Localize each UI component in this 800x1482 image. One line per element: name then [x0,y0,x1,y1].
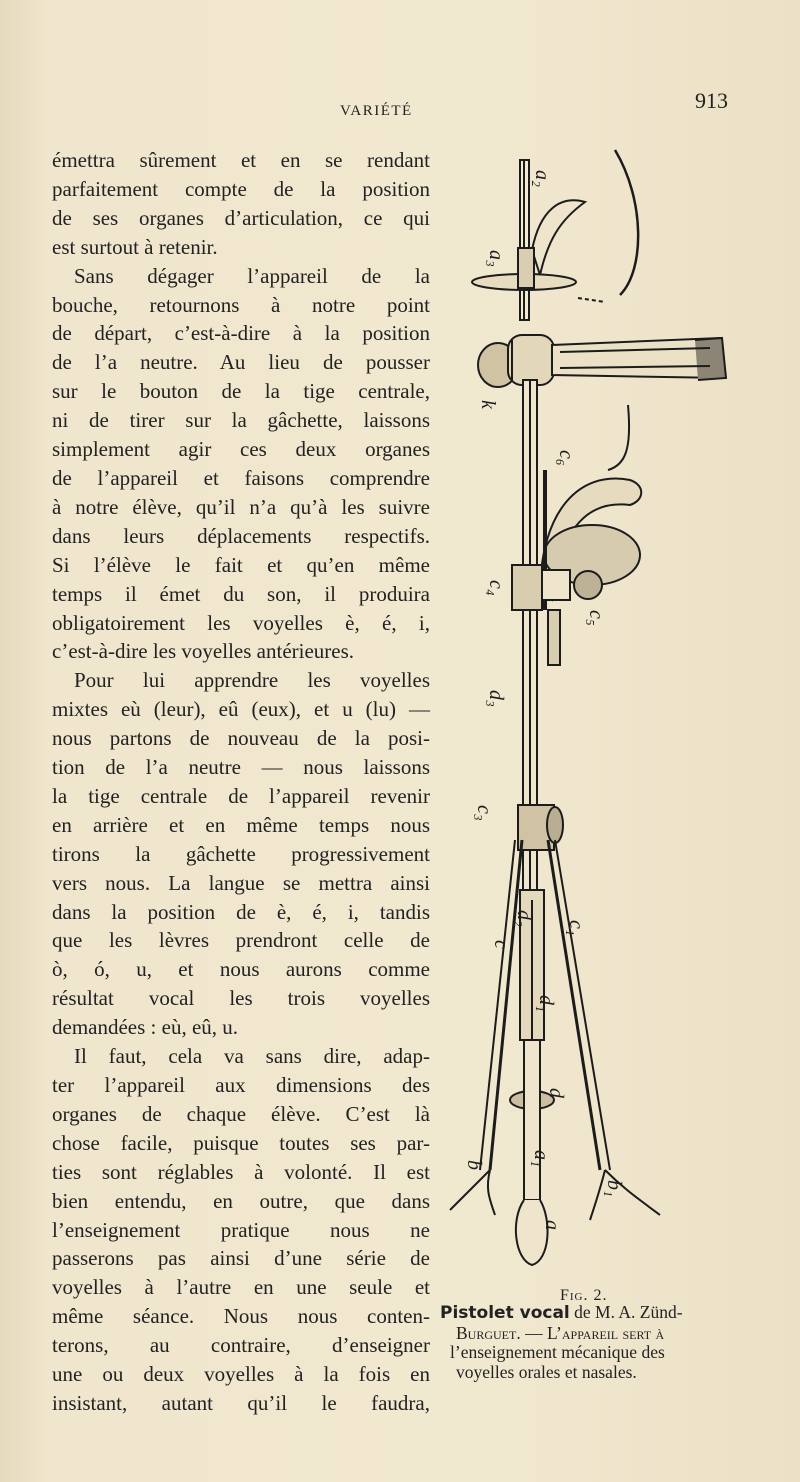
text-line: est surtout à retenir. [52,234,218,259]
running-header: VARIÉTÉ [340,103,413,119]
text-line: vers nous. La langue se mettra ainsi [52,870,430,895]
text-line: que les lèvres prendront celle de [52,928,430,953]
text-line: c’est-à-dire les voyelles antérieures. [52,639,355,664]
label-k: k [477,400,499,409]
text-line: en arrière et en même temps nous [52,812,430,837]
text-line: Sans dégager l’appareil de la [74,263,430,288]
text-line: insistant, autant qu’il le faudra, [52,1390,430,1415]
text-line: dans leurs déplacements respectifs. [52,523,430,548]
label-d: d [545,1088,567,1098]
label-c: c [490,940,512,949]
text-line: simplement agir ces deux organes [52,437,430,462]
text-line: bouche, retournons à notre point [52,292,430,317]
label-a1: a₁ [530,1150,552,1167]
text-line: de départ, c’est-à-dire à la position [52,321,430,346]
text-line: mixtes eù (leur), eû (eux), et u (lu) — [52,697,430,722]
label-b: b [463,1160,485,1170]
text-line: voyelles à l’autre en une seule et [52,1275,430,1300]
text-line: ter l’appareil aux dimensions des [52,1073,430,1097]
label-a2: a₂ [531,170,553,187]
text-line: tirons la gâchette progressivement [52,841,430,866]
label-c1: c₁ [565,920,587,936]
text-line: temps il émet du son, il produira [52,581,430,606]
text-line: Si l’élève le fait et qu’en même [52,552,430,577]
label-c6: c₆ [555,450,577,466]
label-d1: d₁ [535,995,557,1012]
text-line: sur le bouton de la tige centrale, [52,379,430,404]
text-line: obligatoirement les voyelles è, é, i, [52,610,430,635]
label-c3: c₃ [473,805,495,821]
label-c4: c₄ [485,580,507,596]
caption-line-4: voyelles orales et nasales. [456,1361,637,1382]
text-line: bien entendu, en outre, que dans [52,1188,430,1213]
label-a: a [541,1220,563,1230]
caption-line-1: de M. A. Zünd- [569,1302,683,1322]
body-text [52,146,430,1418]
text-line: ò, ó, u, et nous aurons comme [52,957,430,982]
text-line: parfaitement compte de la position [52,176,430,201]
text-line: chose facile, puisque toutes ses par- [52,1130,430,1155]
label-a3: a₃ [485,250,507,267]
text-line: nous partons de nouveau de la posi- [52,726,430,751]
caption-line-2: Burguet. — L’appareil sert à [456,1322,665,1343]
text-line: de ses organes d’articulation, ce qui [52,205,430,230]
text-line: résultat vocal les trois voyelles [52,986,430,1011]
text-line: Il faut, cela va sans dire, adap- [74,1044,430,1069]
text-line: de l’a neutre. Au lieu de pousser [52,350,430,375]
caption-line-3: l’enseignement mécanique des [450,1342,665,1362]
figure-number: Fig. 2. [560,1287,608,1304]
text-line: de l’appareil et faisons comprendre [52,465,430,490]
text-line: terons, au contraire, d’enseigner [52,1333,430,1358]
label-b1: b₁ [603,1180,625,1197]
label-d2: d₂ [513,910,535,927]
text-line: ties sont réglables à volonté. Il est [52,1159,430,1184]
text-line: organes de chaque élève. C’est là [52,1101,430,1126]
text-line: demandées : eù, eû, u. [52,1015,239,1040]
text-line: dans la position de è, é, i, tandis [52,899,430,924]
text-line: Pour lui apprendre les voyelles [74,668,430,693]
label-c5: c₅ [585,610,607,626]
text-line: passerons pas ainsi d’une série de [52,1246,430,1271]
page-number: 913 [695,88,728,113]
text-line: émettra sûrement et en se rendant [52,148,430,172]
text-line: ni de tirer sur la gâchette, laissons [52,408,430,433]
text-line: même séance. Nous nous conten- [52,1304,430,1329]
text-line: la tige centrale de l’appareil revenir [52,783,430,808]
text-line: tion de l’a neutre — nous laissons [52,755,430,780]
caption-title: Pistolet vocal [440,1303,570,1323]
text-line: l’enseignement pratique nous ne [52,1217,430,1242]
text-line: une ou deux voyelles à la fois en [52,1362,430,1387]
pistolet-vocal-illustration [440,140,780,1285]
label-d3: d₃ [485,690,507,707]
figure-caption [440,1303,770,1382]
text-line: à notre élève, qu’il n’a qu’à les suivre [52,494,430,519]
